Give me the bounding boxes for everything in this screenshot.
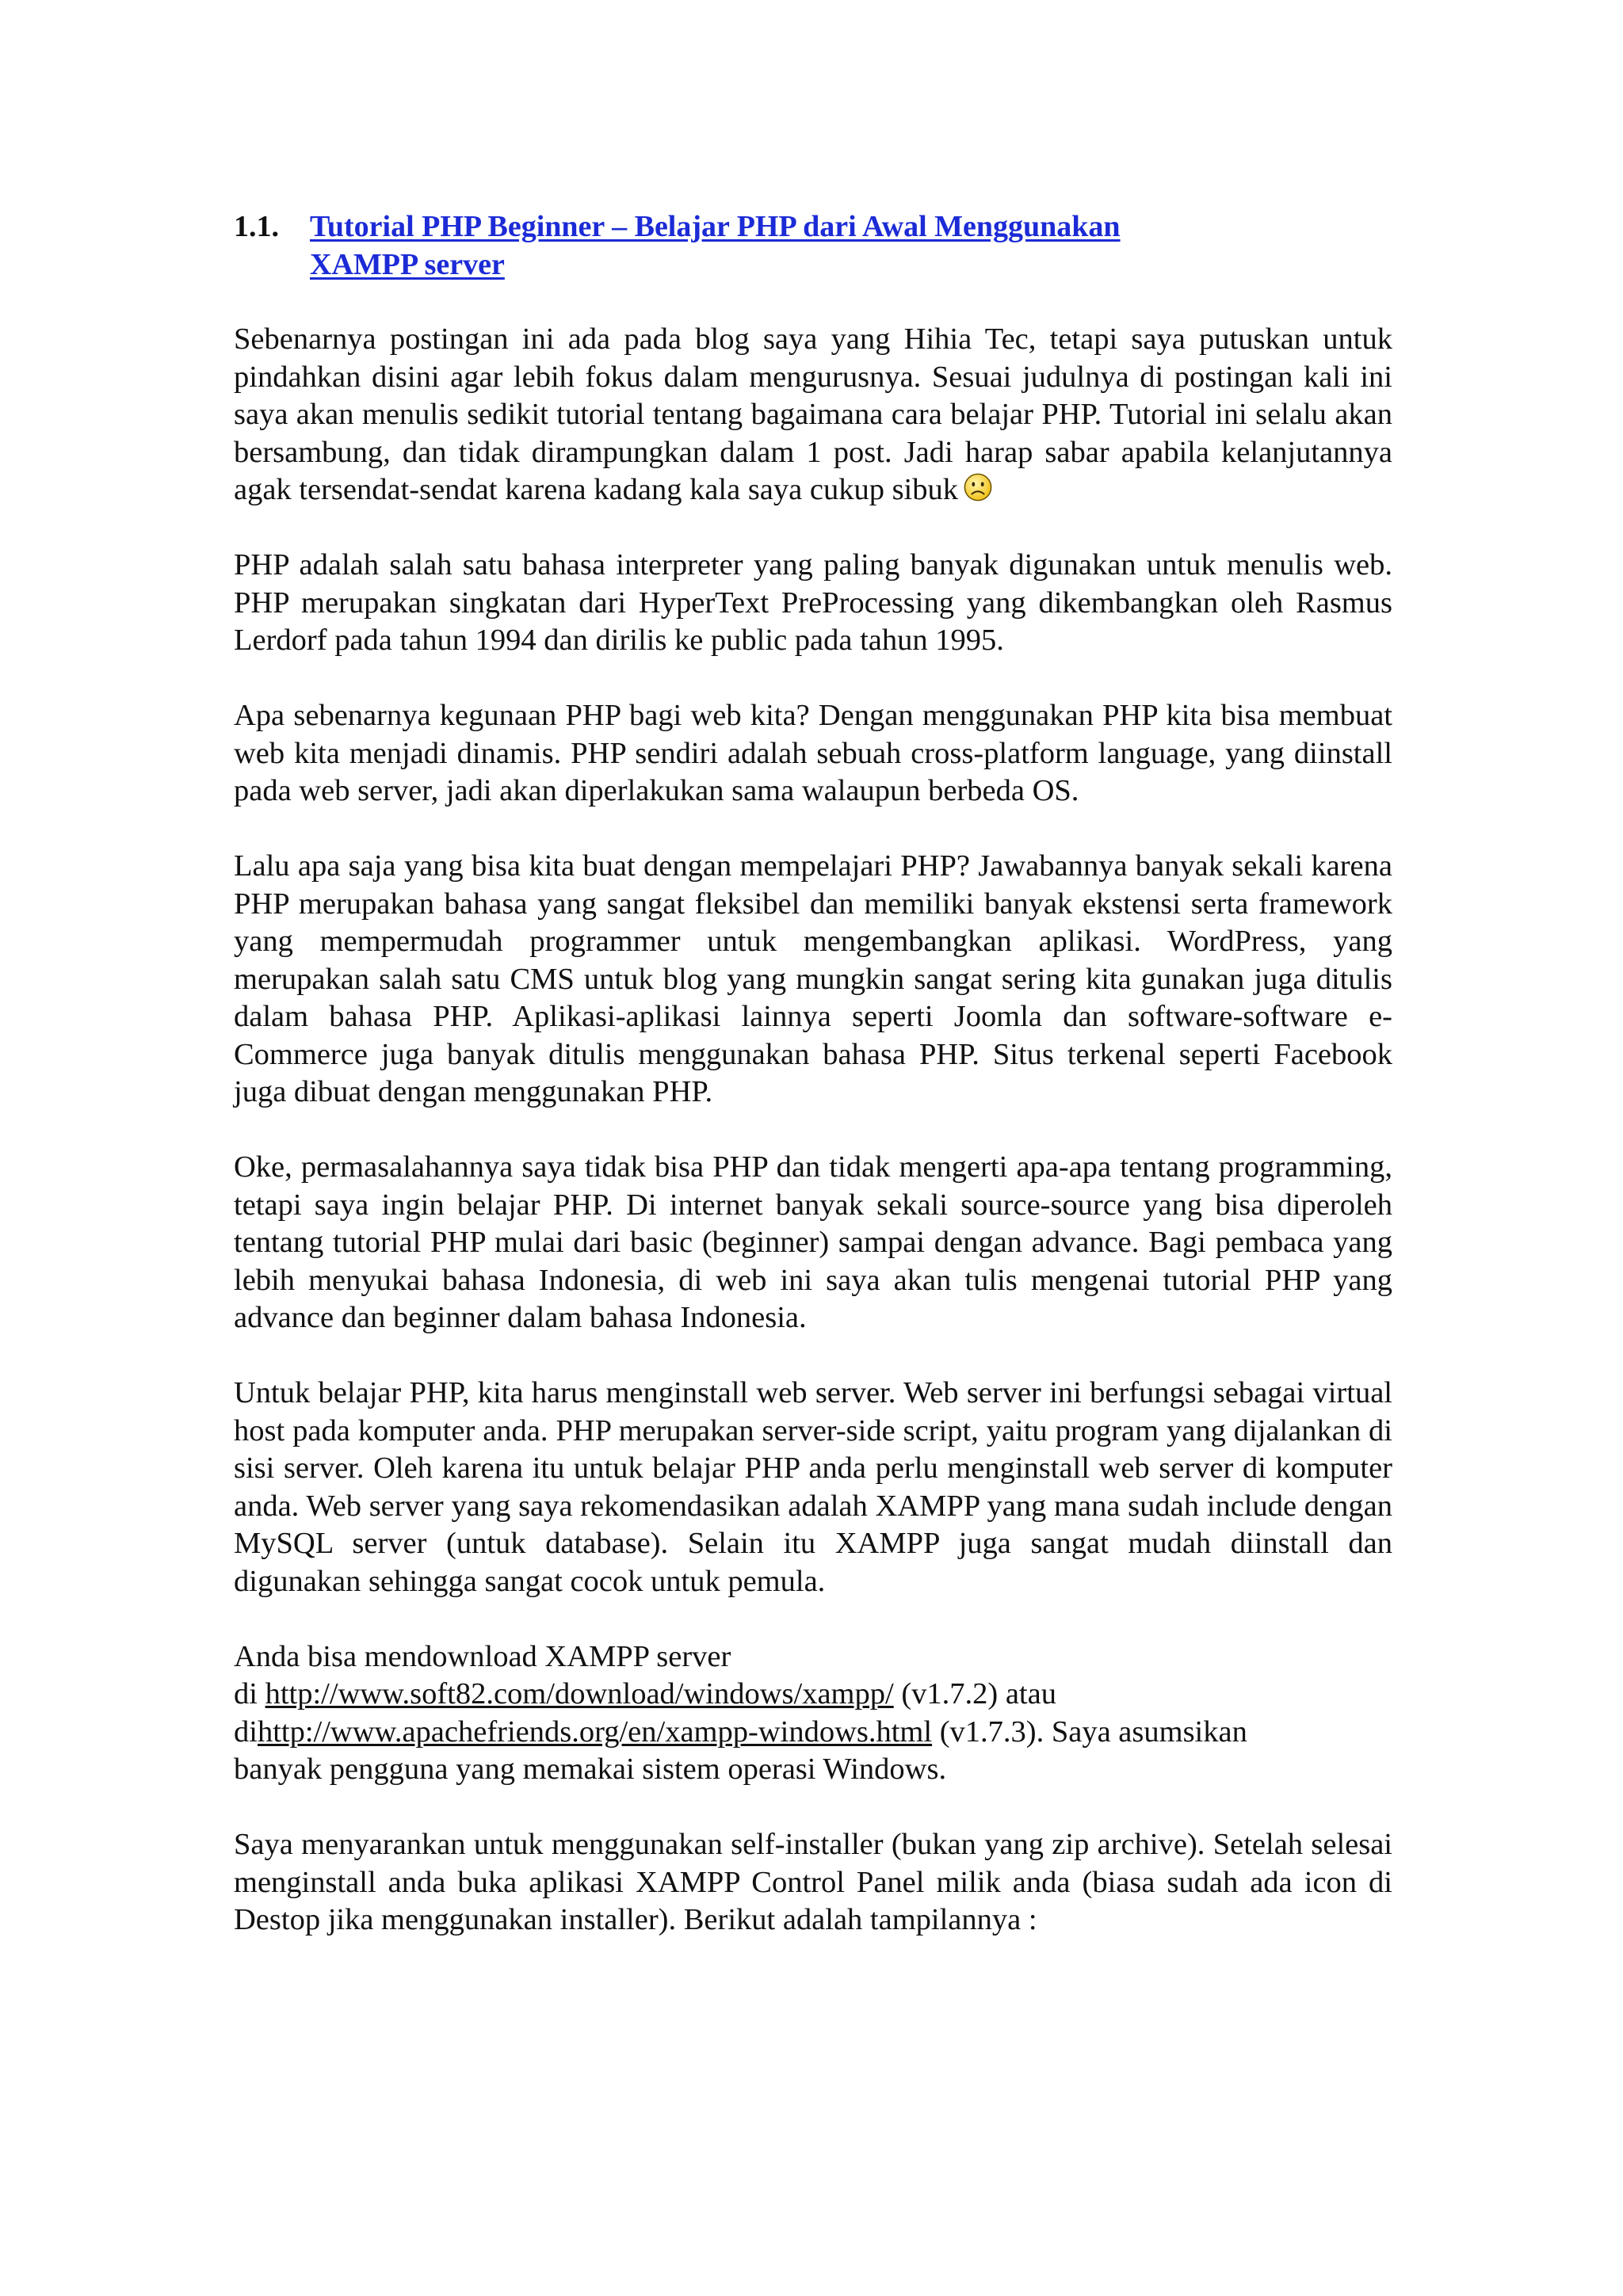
apachefriends-link[interactable]: http://www.apachefriends.org/en/xampp-windows.html [257,1714,933,1749]
paragraph-download-xampp [234,1638,1392,1789]
paragraph-php-definition: PHP adalah salah satu bahasa interpreter yang paling banyak digunakan untuk menulis web. PHP merupakan singkatan dari HyperText PreProcessing yang dikembangkan oleh Rasmus Lerdorf pada tahun 1994 dan dirilis ke public pada tahun 1995. [234,548,1392,657]
download-di-prefix2: di [234,1714,258,1749]
soft82-link[interactable]: http://www.soft82.com/download/windows/xampp/ [265,1677,894,1711]
paragraph-web-server: Untuk belajar PHP, kita harus menginstall web server. Web server ini berfungsi sebagai virtual host pada komputer anda. PHP merupakan server-side script, yaitu program yang dijalankan di sisi server. Oleh karena itu untuk belajar PHP anda perlu menginstall web server di komputer anda. Web server yang saya rekomendasikan adalah XAMPP yang mana sudah include dengan MySQL server (untuk database). Selain itu XAMPP juga sangat mudah diinstall dan digunakan sehingga sangat cocok untuk pemula. [234,1376,1392,1598]
download-version-2: (v1.7.3). Saya asumsikan [932,1714,1247,1749]
download-di-prefix: di [234,1677,265,1711]
paragraph-learning-php: Oke, permasalahannya saya tidak bisa PHP dan tidak mengerti apa-apa tentang programming, tetapi saya ingin belajar PHP. Di internet banyak sekali source-source yang bisa diperoleh tentang tutorial PHP mulai dari basic (beginner) sampai dengan advance. Bagi pembaca yang lebih menyukai bahasa Indonesia, di web ini saya akan tulis mengenai tutorial PHP yang advance dan beginner dalam bahasa Indonesia. [234,1150,1392,1334]
sad-face-icon [963,472,993,502]
heading-title-link[interactable] [310,208,1261,284]
download-line1: Anda bisa mendownload XAMPP server [234,1639,731,1673]
article-body [234,321,1392,1977]
paragraph-installer: Saya menyarankan untuk menggunakan self-installer (bukan yang zip archive). Setelah selesai menginstall anda buka aplikasi XAMPP Control Panel milik anda (biasa sudah ada icon di Destop jika menggunakan installer). Berikut adalah tampilannya : [234,1828,1392,1936]
paragraph-php-applications: Lalu apa saja yang bisa kita buat dengan mempelajari PHP? Jawabannya banyak sekali karena PHP merupakan bahasa yang sangat fleksibel dan memiliki banyak ekstensi serta framework yang mempermudah programmer untuk mengembangkan aplikasi. WordPress, yang merupakan salah satu CMS untuk blog yang mungkin sangat sering kita gunakan juga ditulis dalam bahasa PHP. Aplikasi-aplikasi lainnya seperti Joomla dan software-software e-Commerce juga banyak ditulis menggunakan bahasa PHP. Situs terkenal seperti Facebook juga dibuat dengan menggunakan PHP. [234,849,1392,1108]
heading-number: 1.1. [234,210,279,243]
paragraph-php-usage: Apa sebenarnya kegunaan PHP bagi web kita? Dengan menggunakan PHP kita bisa membuat web kita menjadi dinamis. PHP sendiri adalah sebuah cross-platform language, yang diinstall pada web server, jadi akan diperlakukan sama walaupun berbeda OS. [234,699,1392,807]
paragraph-intro [234,321,1392,509]
heading-title-line2: XAMPP server [310,248,505,281]
heading-title-line1: Tutorial PHP Beginner – Belajar PHP dari Awal Menggunakan [310,210,1121,243]
download-line4: banyak pengguna yang memakai sistem operasi Windows. [234,1753,947,1786]
download-version-1: (v1.7.2) atau [893,1677,1056,1711]
paragraph-intro-text: Sebenarnya postingan ini ada pada blog saya yang Hihia Tec, tetapi saya putuskan untuk pindahkan disini agar lebih fokus dalam mengurusnya. Sesuai judulnya di postingan kali ini saya akan menulis sedikit tutorial tentang bagaimana cara belajar PHP. Tutorial ini selalu akan bersambung, dan tidak dirampungkan dalam 1 post. Jadi harap sabar apabila kelanjutannya agak tersendat-sendat karena kadang kala saya cukup sibuk [234,322,1392,506]
